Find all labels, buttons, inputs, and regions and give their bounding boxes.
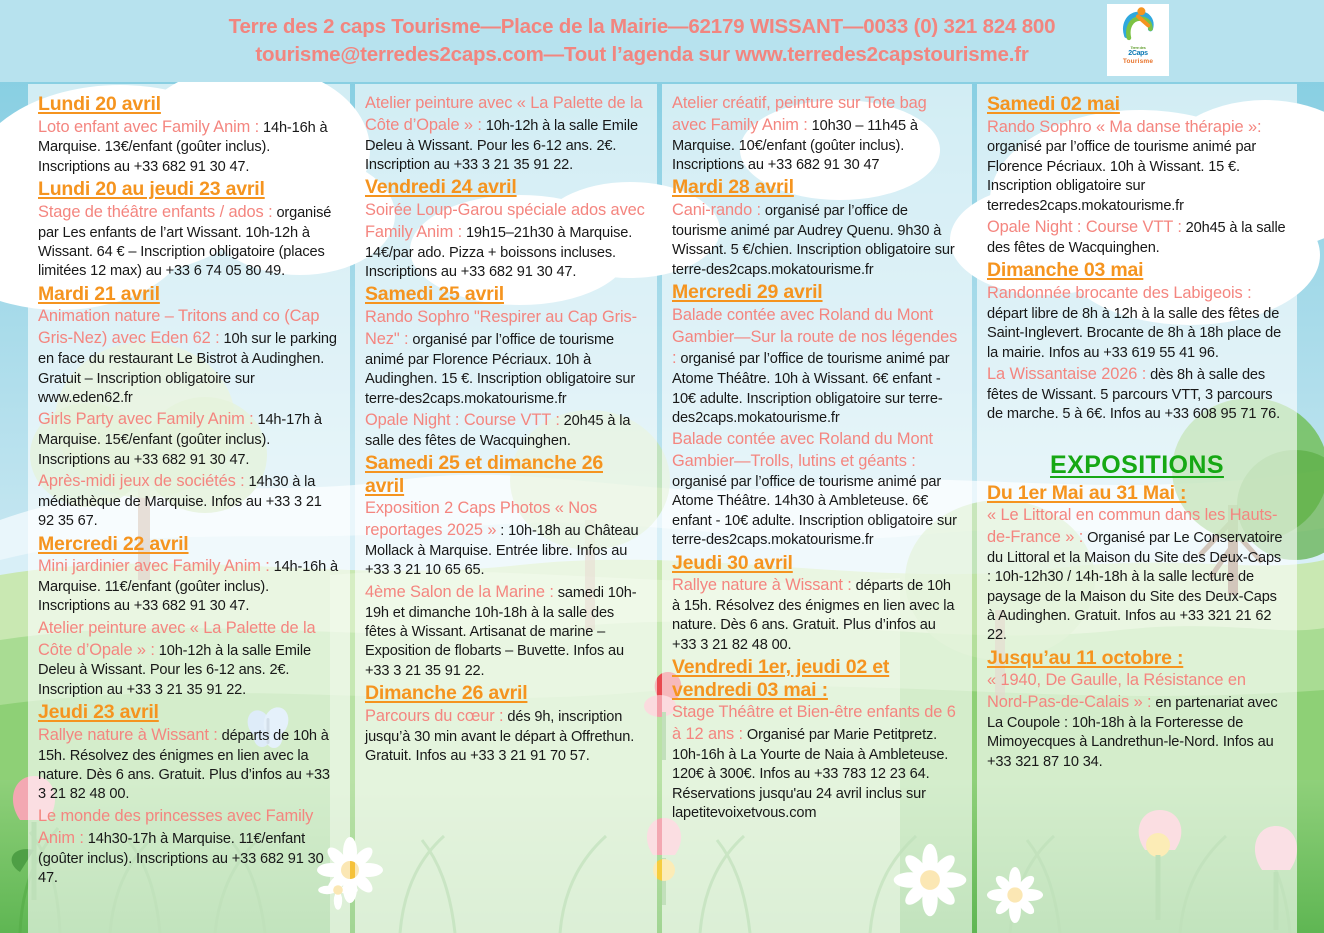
agenda-date-heading: Jusqu’au 11 octobre : [987, 646, 1184, 669]
logo-brand [1128, 46, 1148, 57]
agenda-event [38, 725, 340, 805]
agenda-event-details: Organisé par Le Conservatoire du Littoral et la Maison du Site des Deux-Caps : 10h-12h30 / 14h-18h à la salle lecture de paysage de la Maison du Site des Deux-Caps à Audinghen. Gratuit. Infos au +33 321 21 62 22. [987, 529, 1283, 644]
agenda-event [987, 217, 1287, 258]
agenda-date-heading: Jeudi 23 avril [38, 701, 159, 724]
agenda-date-heading: Vendredi 24 avril [365, 176, 517, 199]
agenda-event-title: Le monde des princesses avec Family Anim : [38, 806, 314, 847]
agenda-event-title: Après-midi jeux de sociétés : [38, 471, 245, 490]
agenda-event-title: Stage de théâtre enfants / ados : [38, 202, 273, 221]
agenda-date-heading: Mardi 28 avril [672, 176, 794, 199]
agenda-event-details: 10h-12h à la salle Emile Deleu à Wissant. Pour les 6-12 ans. 2€. Inscription au +33 3 21 35 91 22. [365, 117, 638, 174]
agenda-event-title: Opale Night : Course VTT : [365, 410, 560, 429]
agenda-event [987, 505, 1287, 646]
agenda-date-heading: Du 1er Mai au 31 Mai : [987, 481, 1187, 504]
agenda-date-heading: Mercredi 29 avril [672, 281, 823, 304]
agenda-event-title: Exposition 2 Caps Photos « Nos reportages 2025 » [365, 499, 598, 540]
agenda-event-details: organisé par l’office de tourisme animé par Atome Théâtre. 10h à Wissant. 6€ enfant - 10€ adulte. Inscription obligatoire sur terre-des2caps.mokatourisme.fr [672, 351, 950, 426]
agenda-event [672, 702, 962, 823]
contact-banner [0, 0, 1324, 82]
agenda-event-details: 10h-12h à la salle Emile Deleu à Wissant. Pour les 6-12 ans. 2€. Inscription au +33 3 21 35 91 22. [38, 642, 311, 698]
agenda-event-details: dés 9h, inscription jusqu’à 30 min avant le départ à Offrethun. Gratuit. Infos au +33 3 21 91 70 57. [365, 708, 635, 765]
agenda-event-title: 4ème Salon de la Marine : [365, 582, 554, 601]
agenda-event [365, 200, 647, 282]
agenda-event-details: organisé par l’office de tourisme animé par Audrey Quenu. 9h30 à Wissant. 5 €/chien. Inscription obligatoire sur terre-des2caps.mokatourisme.fr [672, 203, 955, 278]
agenda-event-title: Stage Théâtre et Bien-être enfants de 6 à 12 ans : [672, 703, 956, 744]
agenda-event [672, 93, 962, 175]
agenda-event [365, 582, 647, 681]
agenda-event [365, 93, 647, 175]
agenda-event [987, 283, 1287, 363]
agenda-event [365, 307, 647, 409]
agenda-event [38, 409, 340, 470]
agenda-event-title: Loto enfant avec Family Anim : [38, 117, 260, 136]
contact-text [229, 13, 1096, 70]
agenda-event-details: organisé par l’office de tourisme animé par Atome Théâtre. 14h30 à Ambleteuse. 6€ enfant - 10€ adulte. Inscription obligatoire sur terre-des2caps.mokatourisme.fr [672, 473, 957, 549]
agenda-event-details: départs de 10h à 15h. Résolvez des énigmes en lien avec la nature. Dès 6 ans. Gratuit. Plus d’infos au +33 3 21 82 48 00. [38, 727, 330, 803]
agenda-event [672, 200, 962, 280]
agenda-event-title: Girls Party avec Family Anim : [38, 410, 254, 429]
agenda-event-details: 14h-17h à Marquise. 15€/enfant (goûter inclus). Inscriptions au +33 682 91 30 47. [38, 412, 322, 468]
agenda-event-details: organisé par l’office de tourisme animé par Florence Pécriaux. 10h à Wissant. 15 €. Inscription obligatoire sur terredes2caps.mokatourisme.fr [987, 139, 1257, 214]
agenda-date-heading: Samedi 25 avril [365, 283, 505, 306]
agenda-event [672, 575, 962, 655]
agenda-event-title: Atelier peinture avec « La Palette de la Côte d’Opale » : [365, 94, 643, 134]
agenda-date-heading: Lundi 20 avril [38, 93, 161, 115]
agenda-event-details: Organisé par Marie Petitpretz. 10h-16h à La Yourte de Naia à Ambleteuse. 120€ à 300€. Infos au +33 783 12 23 64. Réservations jusqu'au 24 avril inclus sur lapetitevoixetvous.com [672, 727, 949, 822]
agenda-event-details: 14h30 à la médiathèque de Marquise. Infos au +33 3 21 92 35 67. [38, 473, 322, 530]
agenda-date-heading: Jeudi 30 avril [672, 551, 793, 574]
agenda-event-title: Balade contée avec Roland du Mont Gambier—Trolls, lutins et géants : [672, 430, 933, 471]
agenda-column-2 [355, 84, 657, 933]
agenda-event-title: Rallye nature à Wissant : [38, 725, 218, 744]
agenda-date-heading: Dimanche 03 mai [987, 259, 1144, 282]
agenda-event-details: 14h-16h à Marquise. 13€/enfant (goûter inclus). Inscriptions au +33 682 91 30 47. [38, 119, 328, 175]
agenda-event-details: 14h-16h à Marquise. 11€/enfant (goûter inclus). Inscriptions au +33 682 91 30 47. [38, 559, 338, 615]
agenda-event [38, 202, 340, 282]
agenda-event-details: 19h15–21h30 à Marquise. 14€/par ado. Pizza + boissons incluses. Inscriptions au +33 682 91 30 47. [365, 224, 633, 281]
expositions-heading: EXPOSITIONS [1050, 450, 1224, 479]
contact-line-1: Terre des 2 caps Tourisme—Place de la Mairie—62179 WISSANT—0033 (0) 321 824 800 [228, 14, 1056, 38]
agenda-event [38, 556, 340, 617]
agenda-date-heading: Lundi 20 au jeudi 23 avril [38, 178, 265, 201]
agenda-event-details: dès 8h à salle des fêtes de Wissant. 5 parcours VTT, 3 parcours de marche. 5 à 6€. Infos au +33 608 95 71 76. [987, 366, 1281, 423]
agenda-event-title: Cani-rando : [672, 201, 761, 220]
agenda-event-title: Opale Night : Course VTT : [987, 218, 1182, 237]
agenda-event-title: Atelier créatif, peinture sur Tote bag avec Family Anim : [672, 94, 927, 134]
agenda-event-details: en partenariat avec La Coupole : 10h-18h à la Forteresse de Mimoyecques à Landrethun-le-Nord. Infos au +33 321 87 10 34. [987, 695, 1278, 770]
agenda-event [987, 670, 1287, 772]
terre-des-2-caps-logo[interactable] [1107, 4, 1169, 76]
agenda-event [38, 806, 340, 888]
agenda-column-3 [662, 84, 972, 933]
agenda-event-details: départ libre de 8h à 12h à la salle des fêtes de Saint-Inglevert. Brocante de 8h à 18h place de la mairie. Infos au +33 619 55 41 96. [987, 305, 1282, 361]
agenda-event-title: Rallye nature à Wissant : [672, 576, 852, 595]
logo-figure-icon [1121, 6, 1155, 46]
agenda-columns [0, 84, 1324, 933]
agenda-event-details: 14h30-17h à Marquise. 11€/enfant (goûter inclus). Inscriptions au +33 682 91 30 47. [38, 830, 324, 886]
agenda-event [38, 471, 340, 532]
agenda-event-details: samedi 10h-19h et dimanche 10h-18h à la salle des fêtes à Wissant. Artisanat de marine – Exposition de flobarts – Buvette. Infos au +33 3 21 35 91 22. [365, 584, 637, 679]
agenda-event-details: 10h30 – 11h45 à Marquise. 10€/enfant (goûter inclus). Inscriptions au +33 682 91 30 47 [672, 117, 918, 174]
agenda-event-title: Randonnée brocante des Labigeois : [987, 283, 1252, 302]
agenda-event-title: Atelier peinture avec « La Palette de la Côte d’Opale » : [38, 618, 316, 659]
agenda-event-details: organisé par Les enfants de l’art Wissant. 10h-12h à Wissant. 64 € – Inscription obligatoire (places limitées 12 max) au +33 6 74 05 80 49. [38, 204, 332, 280]
agenda-event-title: Rando Sophro « Ma danse thérapie »: [987, 117, 1262, 136]
agenda-event-title: Parcours du cœur : [365, 706, 504, 725]
agenda-date-heading: Mercredi 22 avril [38, 532, 189, 555]
agenda-date-heading: Dimanche 26 avril [365, 682, 528, 705]
agenda-event [987, 117, 1287, 216]
agenda-event-title: « 1940, De Gaulle, la Résistance en Nord-Pas-de-Calais » : [987, 671, 1246, 712]
agenda-event [38, 306, 340, 408]
agenda-event [987, 364, 1287, 425]
agenda-event-title: Animation nature – Tritons and co (Cap Gris-Nez) avec Eden 62 : [38, 307, 320, 348]
agenda-event-details: : 10h-18h au Château Mollack à Marquise. Entrée libre. Infos au +33 3 21 10 65 65. [365, 523, 639, 579]
agenda-event-title: Soirée Loup-Garou spéciale ados avec Family Anim : [365, 201, 645, 241]
logo-subtitle: Tourisme [1122, 58, 1154, 65]
agenda-event-title: Balade contée avec Roland du Mont Gambier—Sur la route de nos légendes : [672, 305, 958, 368]
agenda-column-4 [977, 84, 1297, 933]
agenda-event [672, 305, 962, 429]
logo-brand-main: 2Caps [1128, 50, 1148, 57]
agenda-event-title: Mini jardinier avec Family Anim : [38, 557, 270, 576]
logo-brand-small: Terre des [1130, 45, 1146, 50]
agenda-column-1 [28, 84, 350, 933]
agenda-date-heading: Samedi 25 et dimanche 26 avril [365, 452, 603, 497]
agenda-event [672, 429, 962, 550]
agenda-date-heading: Samedi 02 mai [987, 93, 1120, 115]
agenda-event-details: départs de 10h à 15h. Résolvez des énigmes en lien avec la nature. Dès 6 ans. Gratuit. Plus d’infos au +33 3 21 82 48 00. [672, 578, 955, 653]
contact-line-2: tourisme@terredes2caps.com—Tout l’agenda sur www.terredes2capstourisme.fr [255, 43, 1029, 66]
agenda-date-heading: Mardi 21 avril [38, 282, 160, 305]
agenda-event [365, 706, 647, 767]
agenda-date-heading: Vendredi 1er, jeudi 02 et vendredi 03 mai : [672, 656, 890, 701]
agenda-event [38, 117, 340, 178]
agenda-event-details: 20h45 à la salle des fêtes de Wacquinghen. [987, 220, 1286, 256]
agenda-event-details: 10h sur le parking en face du restaurant Le Bistrot à Audinghen. Gratuit – Inscription obligatoire sur www.eden62.fr [38, 331, 337, 406]
agenda-event-details: organisé par l’office de tourisme animé par Florence Pécriaux. 10h à Audinghen. 15 €. Inscription obligatoire sur terre-des2caps.mokatourisme.fr [365, 331, 636, 407]
agenda-event [365, 410, 647, 451]
agenda-event [38, 618, 340, 700]
agenda-event-title: Rando Sophro "Respirer au Cap Gris-Nez" : [365, 308, 637, 348]
agenda-event [365, 498, 647, 580]
agenda-event-title: « Le Littoral en commun dans les Hauts-de-France » : [987, 506, 1278, 546]
agenda-event-title: La Wissantaise 2026 : [987, 364, 1147, 383]
agenda-event-details: 20h45 à la salle des fêtes de Wacquinghen. [365, 412, 631, 449]
